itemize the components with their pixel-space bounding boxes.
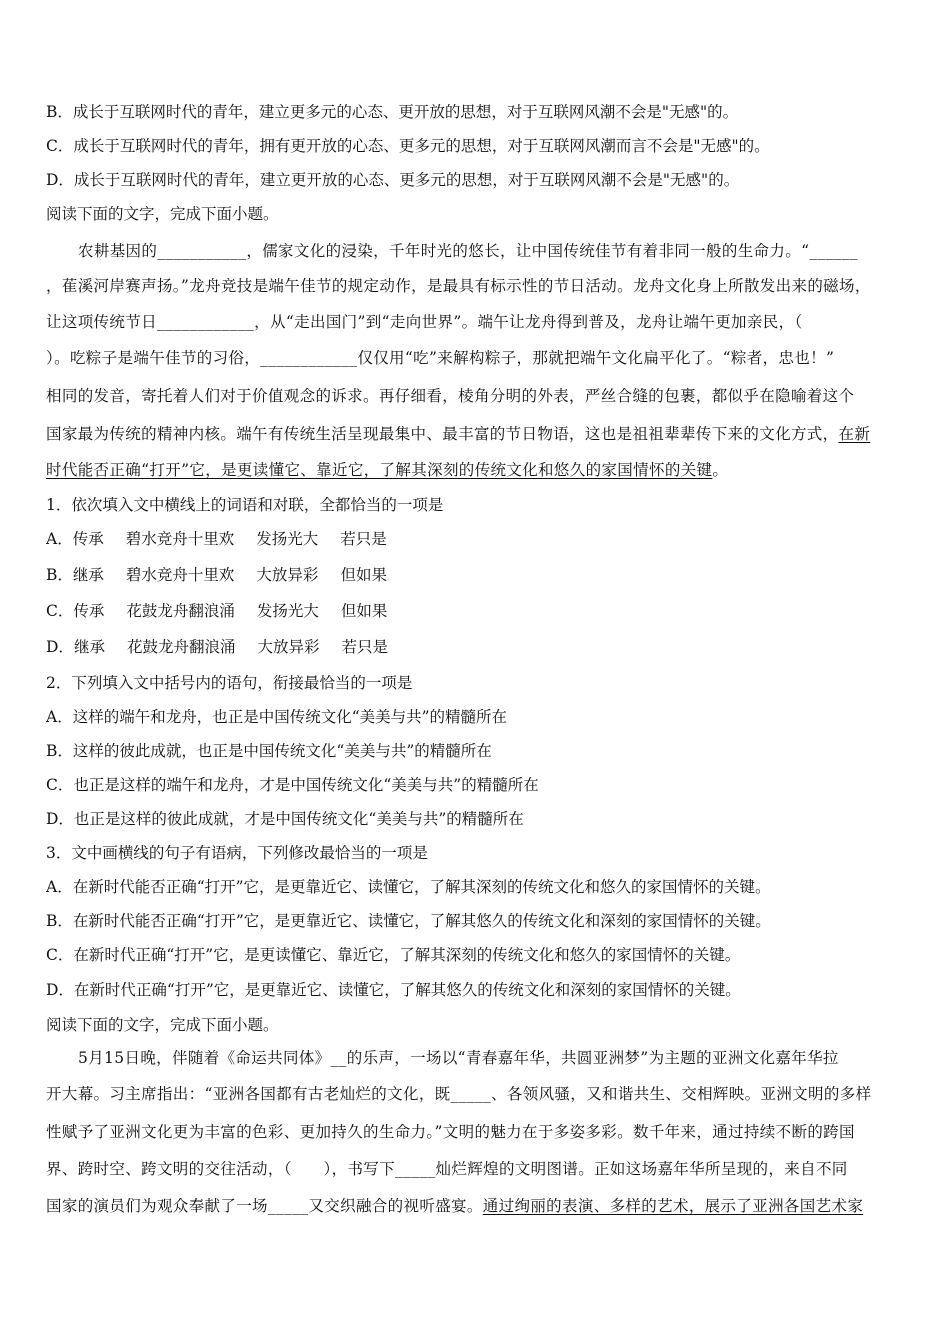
question-2-option-b: B．这样的彼此成就，也正是中国传统文化“美美与共”的精髓所在 bbox=[46, 742, 492, 760]
passage-1-line: 相同的发音，寄托着人们对于价值观念的诉求。再仔细看，棱角分明的外表，严丝合缝的包裹，都似乎在隐喻着这个 bbox=[46, 387, 855, 405]
question-3-option-b: B．在新时代能否正确“打开”它，是更靠近它、读懂它，了解其悠久的传统文化和深刻的家国情怀的关键。 bbox=[46, 912, 771, 930]
option-word: 发扬光大 bbox=[256, 602, 319, 620]
passage-1-text: 。 bbox=[712, 461, 729, 479]
option-letter: D． bbox=[46, 638, 74, 656]
passage-1-line: ）。吃粽子是端午佳节的习俗，____________仅仅用“吃”来解构粽子，那就把端午文化扁平化了。“粽者，忠也！” bbox=[46, 349, 835, 367]
underlined-sentence: 在新 bbox=[838, 425, 871, 443]
question-2-option-a: A．这样的端午和龙舟，也正是中国传统文化“美美与共”的精髓所在 bbox=[46, 708, 508, 726]
question-3-option-c: C．在新时代正确“打开”它，是更读懂它、靠近它，了解其深刻的传统文化和悠久的家国情怀的关键。 bbox=[46, 946, 741, 964]
option-letter: A． bbox=[46, 530, 73, 548]
option-word: 大放异彩 bbox=[256, 566, 319, 584]
question-1-option-b bbox=[46, 565, 908, 585]
question-1-option-d bbox=[46, 637, 908, 657]
passage-2-text: 国家的演员们为观众奉献了一场_____又交织融合的视听盛宴。 bbox=[46, 1197, 483, 1215]
option-word: 大放异彩 bbox=[257, 638, 320, 656]
option-couplet: 花鼓龙舟翻浪涌 bbox=[126, 638, 236, 656]
option-word: 继承 bbox=[73, 638, 105, 656]
option-couplet: 碧水竞舟十里欢 bbox=[125, 566, 235, 584]
option-word: 但如果 bbox=[340, 566, 387, 584]
option-couplet: 花鼓龙舟翻浪涌 bbox=[126, 602, 235, 620]
question-1-option-a bbox=[46, 529, 908, 549]
read-instruction: 阅读下面的文字，完成下面小题。 bbox=[46, 205, 279, 223]
passage-1-line: 农耕基因的___________，儒家文化的浸染，千年时光的悠长，让中国传统佳节有着非同一般的生命力。“______ bbox=[78, 242, 858, 260]
question-3-stem: 3．文中画横线的句子有语病，下列修改最恰当的一项是 bbox=[46, 844, 428, 862]
passage-1-line: ，萑溪河岸赛声扬。”龙舟竞技是端午佳节的规定动作，是最具有标示性的节日活动。龙舟文化身上所散发出来的磁场， bbox=[46, 277, 871, 295]
passage-1-line bbox=[46, 460, 908, 480]
option-c-top: C．成长于互联网时代的青年，拥有更开放的心态、更多元的思想，对于互联网风潮而言不会是"无感"的。 bbox=[46, 137, 770, 155]
passage-2-line: 界、跨时空、跨文明的交往活动，（ ），书写下_____灿烂辉煌的文明图谱。正如这场嘉年华所呈现的，来自不同 bbox=[46, 1160, 848, 1178]
option-word: 发扬光大 bbox=[256, 530, 319, 548]
passage-1-text: 国家最为传统的精神内核。端午有传统生活呈现最集中、最丰富的节日物语，这也是祖祖辈辈传下来的文化方式， bbox=[46, 425, 839, 443]
passage-1-line bbox=[46, 424, 908, 444]
option-b-top: B．成长于互联网时代的青年，建立更多元的心态、更开放的思想，对于互联网风潮不会是"无感"的。 bbox=[46, 103, 739, 121]
read-instruction-2: 阅读下面的文字，完成下面小题。 bbox=[46, 1016, 279, 1034]
underlined-sentence: 时代能否正确“打开”它，是更读懂它、靠近它，了解其深刻的传统文化和悠久的家国情怀的关键 bbox=[46, 461, 713, 479]
option-word: 传承 bbox=[72, 530, 104, 548]
passage-2-line: 5月15日晚，伴随着《命运共同体》__的乐声，一场以“青春嘉年华，共圆亚洲梦”为主题的亚洲文化嘉年华拉 bbox=[78, 1049, 839, 1067]
option-word: 传承 bbox=[73, 602, 105, 620]
option-word: 若只是 bbox=[340, 530, 387, 548]
option-word: 但如果 bbox=[340, 602, 388, 620]
option-word: 继承 bbox=[72, 566, 104, 584]
option-word: 若只是 bbox=[341, 638, 388, 656]
passage-2-line bbox=[46, 1196, 908, 1216]
question-3-option-a: A．在新时代能否正确“打开”它，是更靠近它、读懂它，了解其深刻的传统文化和悠久的家国情怀的关键。 bbox=[46, 878, 771, 896]
question-1-stem: 1．依次填入文中横线上的词语和对联，全都恰当的一项是 bbox=[46, 496, 444, 514]
question-2-option-c: C．也正是这样的端午和龙舟，才是中国传统文化“美美与共”的精髓所在 bbox=[46, 776, 539, 794]
question-2-stem: 2．下列填入文中括号内的语句，衔接最恰当的一项是 bbox=[46, 674, 413, 692]
option-letter: C． bbox=[46, 602, 74, 620]
question-3-option-d: D．在新时代正确“打开”它，是更靠近它、读懂它，了解其悠久的传统文化和深刻的家国情怀的关键。 bbox=[46, 981, 741, 999]
passage-2-line: 性赋予了亚洲文化更为丰富的色彩、更加持久的生命力。”文明的魅力在于多姿多彩。数千年来，通过持续不断的跨国 bbox=[46, 1123, 855, 1141]
option-d-top: D．成长于互联网时代的青年，建立更开放的心态、更多元的思想，对于互联网风潮不会是"无感"的。 bbox=[46, 171, 740, 189]
passage-2-line: 开大幕。习主席指出：“亚洲各国都有古老灿烂的文化，既_____、各领风骚，又和谐共生、交相辉映。亚洲文明的多样 bbox=[46, 1085, 872, 1103]
passage-1-line: 让这项传统节日____________，从“走出国门”到“走向世界”。端午让龙舟得到普及，龙舟让端午更加亲民，（ bbox=[46, 313, 803, 331]
option-couplet: 碧水竞舟十里欢 bbox=[125, 530, 235, 548]
question-2-option-d: D．也正是这样的彼此成就，才是中国传统文化“美美与共”的精髓所在 bbox=[46, 810, 524, 828]
option-letter: B． bbox=[46, 566, 73, 584]
underlined-sentence: 通过绚丽的表演、多样的艺术，展示了亚洲各国艺术家 bbox=[482, 1197, 864, 1215]
question-1-option-c bbox=[46, 601, 908, 621]
